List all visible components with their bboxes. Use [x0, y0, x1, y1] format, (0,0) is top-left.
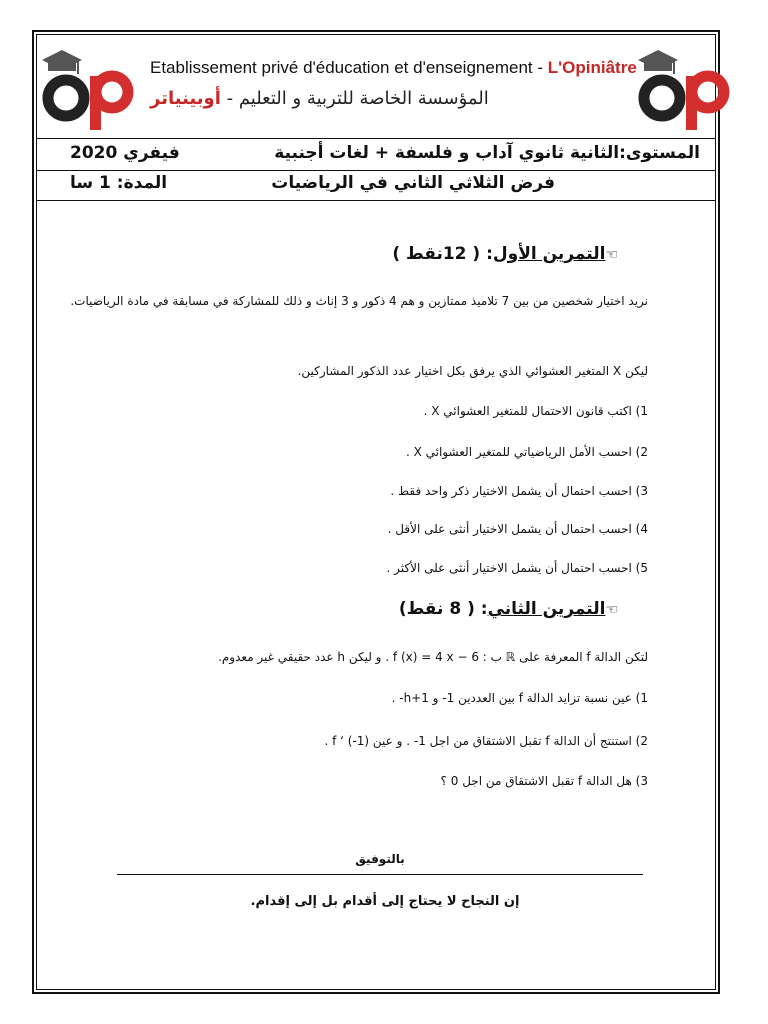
exercise-2-title: ☜التمرين الثاني: ( 8 نقط) [398, 599, 618, 619]
exercise-1-question-2: 2) احسب الأمل الرياضياتي للمتغير العشوائي X . [405, 445, 648, 459]
exercise-1-variable: ليكن X المتغير العشوائي الذي يرفق بكل اختيار عدد الذكور المشاركين. [297, 364, 648, 378]
exercise-1-points: : ( 12نقط ) [392, 244, 493, 264]
brand-name-french: L'Opiniâtre [547, 58, 637, 77]
school-name-french: Etablissement privé d'éducation et d'enseignement - L'Opiniâtre [150, 58, 637, 77]
meta-row-level [70, 143, 700, 171]
school-name-arabic: المؤسسة الخاصة للتربية و التعليم - أوبينياتر [150, 88, 489, 109]
exercise-2-question-1: 1) عين نسبة تزايد الدالة f بين العددين 1- و h+1- . [391, 691, 648, 705]
level-label: المستوى:الثانية ثانوي آداب و فلسفة + لغات أجنبية [274, 143, 700, 163]
motivational-quote: إن النجاح لا يحتاج إلى أقدام بل إلى إقدام. [250, 894, 520, 909]
exercise-1-question-5: 5) احسب احتمال أن يشمل الاختيار أنثى على الأكثر . [386, 561, 648, 575]
meta-row-exam [70, 173, 700, 201]
exam-duration: المدة: 1 سا [70, 173, 168, 193]
brand-name-arabic: أوبينياتر [150, 88, 221, 109]
exercise-1-title: ☜التمرين الأول: ( 12نقط ) [392, 244, 618, 264]
exam-title: فرض الثلاثي الثاني في الرياضيات [271, 173, 555, 193]
exercise-2-question-2: 2) استنتج أن الدالة f تقبل الاشتقاق من اجل 1- . و عين f ‘ (-1) . [324, 734, 648, 748]
exercise-1-question-1: 1) اكتب قانون الاحتمال للمتغير العشوائي X . [423, 404, 648, 418]
pointing-hand-icon: ☜ [605, 247, 618, 263]
exercise-2-points: : ( 8 نقط) [398, 599, 488, 619]
good-luck-text: بالتوفيق [355, 852, 405, 866]
footer-divider [117, 874, 643, 875]
exercise-2-question-3: 3) هل الدالة f تقبل الاشتقاق من اجل 0 ؟ [440, 774, 648, 788]
exercise-1-question-4: 4) احسب احتمال أن يشمل الاختيار أنثى على الأقل . [387, 522, 648, 536]
exercise-1-intro: نريد اختيار شخصين من بين 7 تلاميذ ممتازين و هم 4 ذكور و 3 إناث و ذلك للمشاركة في مسابقة في مادة الرياضيات. [70, 294, 648, 308]
pointing-hand-icon: ☜ [605, 602, 618, 618]
school-logo-right [636, 38, 736, 133]
exam-date: فيفري 2020 [70, 143, 180, 163]
exercise-2-intro: لتكن الدالة f المعرفة على ℝ ب : f (x) = 4 x − 6 . و ليكن h عدد حقيقي غير معدوم. [218, 650, 648, 664]
exercise-1-question-3: 3) احسب احتمال أن يشمل الاختيار ذكر واحد فقط . [390, 484, 648, 498]
school-logo-left [40, 38, 140, 133]
header-divider [36, 138, 716, 139]
